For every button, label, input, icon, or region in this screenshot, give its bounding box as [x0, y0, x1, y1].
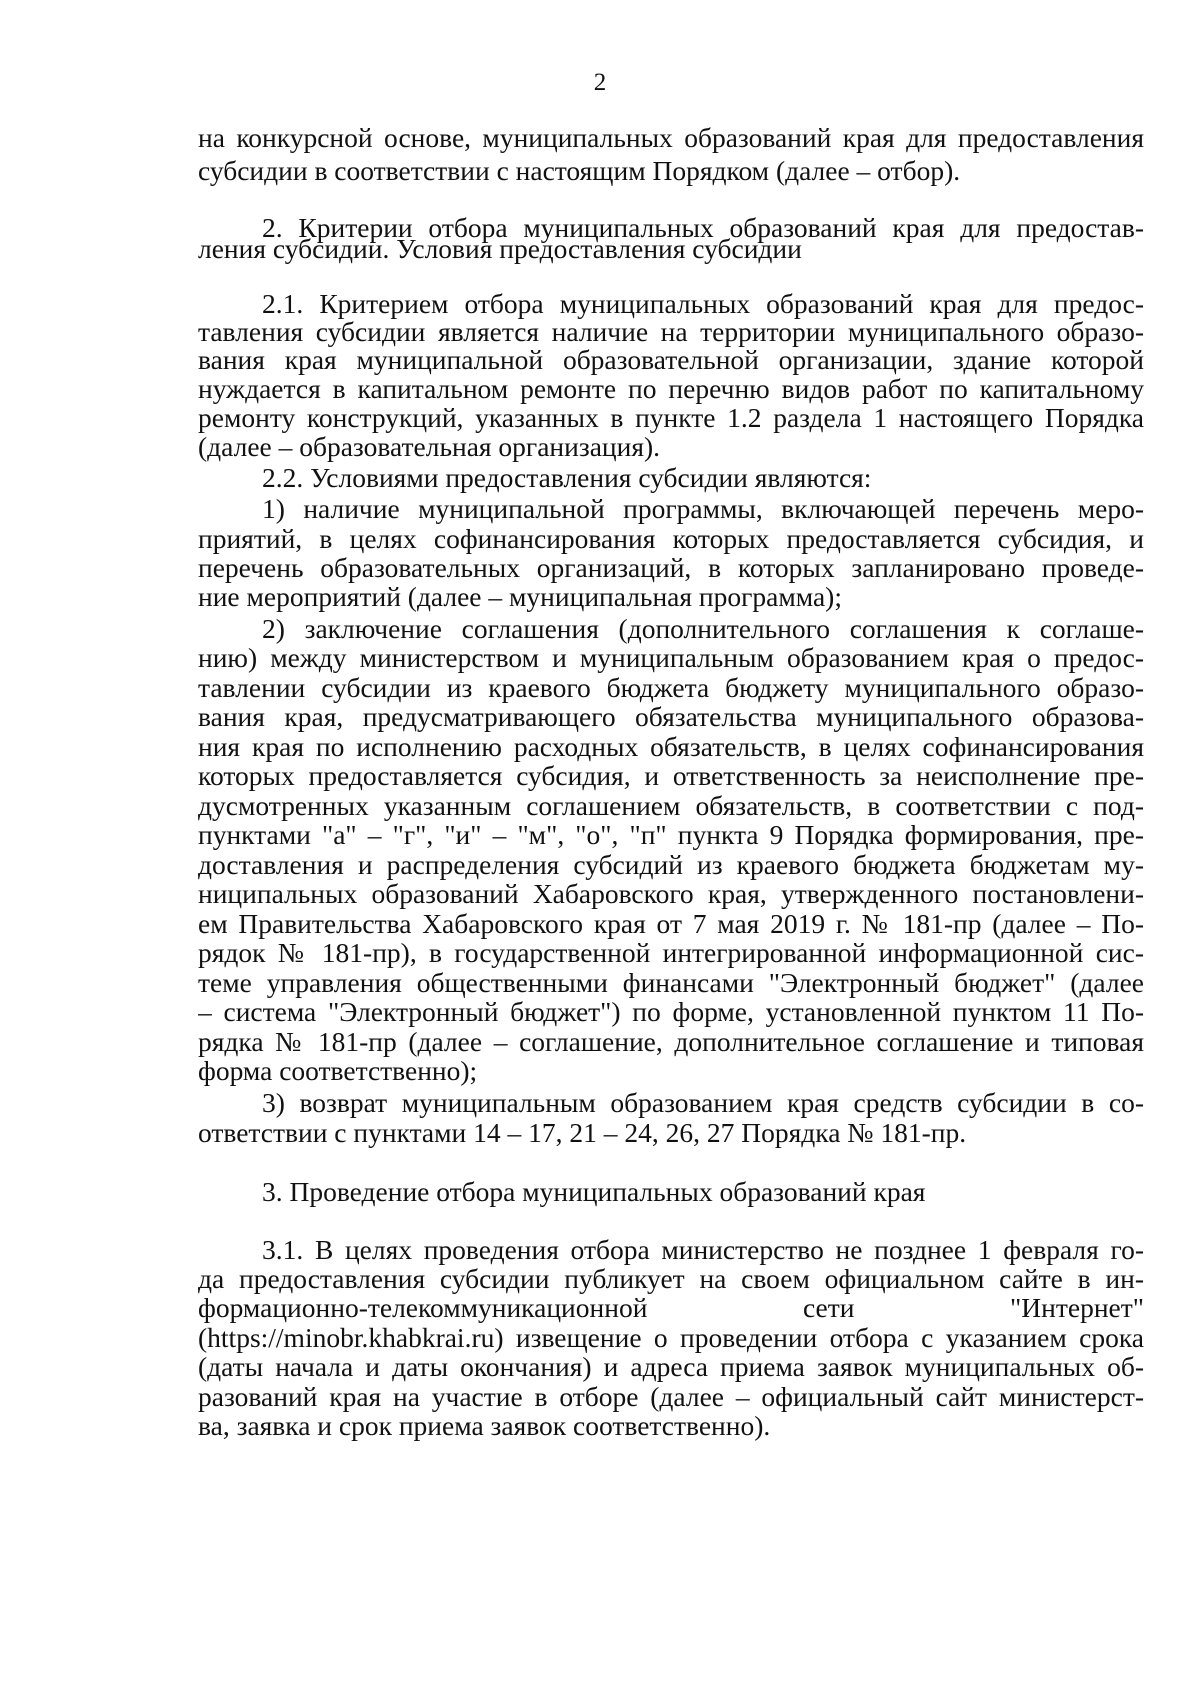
page-number: 2	[593, 69, 607, 96]
text-line: пунктами "а" – "г", "и" – "м", "о", "п" пункта 9 Порядка формирования, пре-	[198, 819, 1144, 850]
text-line: на конкурсной основе, муниципальных образований края для предоставления	[198, 122, 1144, 153]
text-line: приятий, в целях софинансирования которых предоставляется субсидия, и	[198, 523, 1144, 554]
text-line: тавления субсидии является наличие на территории муниципального образо-	[198, 316, 1144, 347]
text-line: тавлении субсидии из краевого бюджета бюджету муниципального образо-	[198, 672, 1144, 703]
text-line: ва, заявка и срок приема заявок соответственно).	[198, 1410, 771, 1441]
text-line: (https://minobr.khabkrai.ru) извещение о проведении отбора с указанием срока	[198, 1322, 1144, 1353]
text-line: 3. Проведение отбора муниципальных образований края	[262, 1176, 926, 1207]
text-line: 1) наличие муниципальной программы, включающей перечень меро-	[262, 493, 1144, 524]
text-line: вания края, предусматривающего обязательства муниципального образова-	[198, 701, 1144, 732]
text-line: 2.2. Условиями предоставления субсидии являются:	[262, 462, 872, 493]
text-line: 2.1. Критерием отбора муниципальных образований края для предос-	[262, 288, 1144, 319]
text-line: субсидии в соответствии с настоящим Порядком (далее – отбор).	[198, 155, 961, 186]
text-line: – система "Электронный бюджет") по форме, установленной пунктом 11 По-	[198, 996, 1144, 1027]
text-line: ние мероприятий (далее – муниципальная программа);	[198, 581, 842, 612]
text-line: (даты начала и даты окончания) и адреса приема заявок муниципальных об-	[198, 1351, 1144, 1382]
text-line: нию) между министерством и муниципальным образованием края о предос-	[198, 642, 1144, 673]
text-line: 3) возврат муниципальным образованием края средств субсидии в со-	[262, 1087, 1144, 1118]
text-line: доставления и распределения субсидий из краевого бюджета бюджетам му-	[198, 849, 1144, 880]
text-line: 3.1. В целях проведения отбора министерство не позднее 1 февраля го-	[262, 1234, 1144, 1265]
text-line: ния края по исполнению расходных обязательств, в целях софинансирования	[198, 731, 1144, 762]
text-line: ниципальных образований Хабаровского края, утвержденного постановлени-	[198, 878, 1144, 909]
text-line: (далее – образовательная организация).	[198, 431, 661, 462]
text-line: форма соответственно);	[198, 1055, 478, 1086]
text-line: ем Правительства Хабаровского края от 7 мая 2019 г. № 181-пр (далее – По-	[198, 908, 1144, 939]
text-line: ления субсидии. Условия предоставления субсидии	[198, 233, 802, 264]
text-line: которых предоставляется субсидия, и ответственность за неисполнение пре-	[198, 760, 1144, 791]
text-line: рядка № 181-пр (далее – соглашение, дополнительное соглашение и типовая	[198, 1026, 1144, 1057]
text-line: теме управления общественными финансами "Электронный бюджет" (далее	[198, 967, 1144, 998]
text-line: вания края муниципальной образовательной организации, здание которой	[198, 344, 1144, 375]
text-line: разований края на участие в отборе (далее – официальный сайт министерст-	[198, 1381, 1144, 1412]
text-line: перечень образовательных организаций, в которых запланировано проведе-	[198, 552, 1144, 583]
text-line: формационно-телекоммуникационной сети "Интернет"	[198, 1292, 1144, 1323]
text-line: 2) заключение соглашения (дополнительного соглашения к соглаше-	[262, 613, 1144, 644]
text-line: ремонту конструкций, указанных в пункте 1.2 раздела 1 настоящего Порядка	[198, 402, 1144, 433]
text-line: да предоставления субсидии публикует на своем официальном сайте в ин-	[198, 1263, 1144, 1294]
text-line: нуждается в капитальном ремонте по перечню видов работ по капитальному	[198, 373, 1144, 404]
text-line: рядок № 181-пр), в государственной интегрированной информационной сис-	[198, 937, 1144, 968]
text-line: ответствии с пунктами 14 – 17, 21 – 24, 26, 27 Порядка № 181-пр.	[198, 1117, 967, 1148]
text-line: дусмотренных указанным соглашением обязательств, в соответствии с под-	[198, 790, 1144, 821]
text-line: 2. Критерии отбора муниципальных образований края для предостав-	[262, 212, 1144, 243]
